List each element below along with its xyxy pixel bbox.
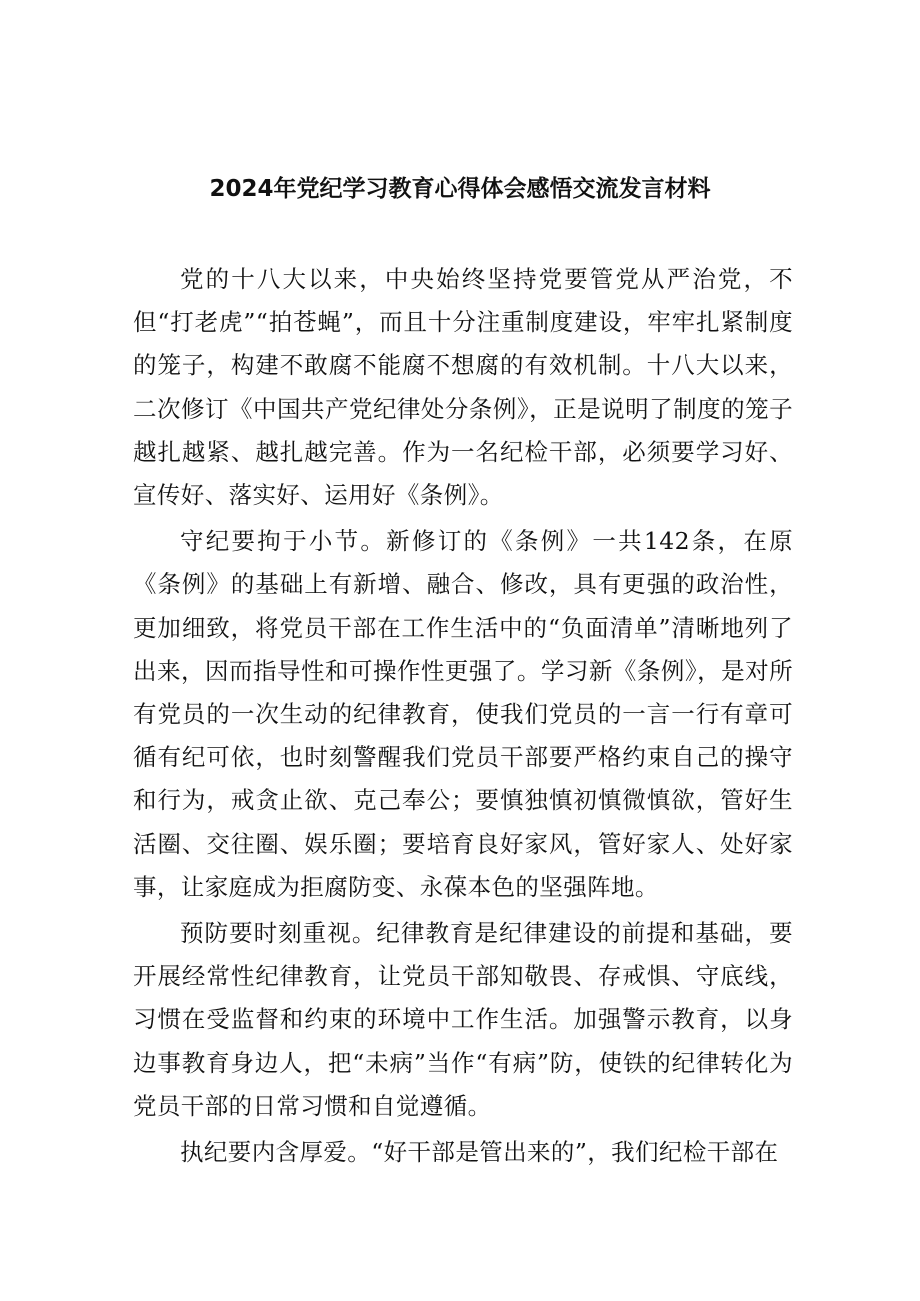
paragraph-4: 执纪要内含厚爱。“好干部是管出来的”，我们纪检干部在	[180, 1138, 779, 1167]
paragraph-1: 党的十八大以来，中央始终坚持党要管党从严治党，不但“打老虎”“拍苍蝇”，而且十分注重制度建设，牢牢扎紧制度的笼子，构建不敢腐不能腐不想腐的有效机制。十八大以来，二次修订《中国共产党纪律处分条例》，正是说明了制度的笼子越扎越紧、越扎越完善。作为一名纪检干部，必须要学习好、宣传好、落实好、运用好《条例》。	[133, 265, 793, 510]
document-body	[133, 258, 793, 1177]
paragraph-2: 守纪要拘于小节。新修订的《条例》一共142条，在原《条例》的基础上有新增、融合、修改，具有更强的政治性，更加细致，将党员干部在工作生活中的“负面清单”清晰地列了出来，因而指导性和可操作性更强了。学习新《条例》，是对所有党员的一次生动的纪律教育，使我们党员的一言一行有章可循有纪可依，也时刻警醒我们党员干部要严格约束自己的操守和行为，戒贪止欲、克己奉公；要慎独慎初慎微慎欲，管好生活圈、交往圈、娱乐圈；要培育良好家风，管好家人、处好家事，让家庭成为拒腐防变、永葆本色的坚强阵地。	[133, 527, 793, 901]
paragraph-3: 预防要时刻重视。纪律教育是纪律建设的前提和基础，要开展经常性纪律教育，让党员干部知敬畏、存戒惧、守底线，习惯在受监督和约束的环境中工作生活。加强警示教育，以身边事教育身边人，把“未病”当作“有病”防，使铁的纪律转化为党员干部的日常习惯和自觉遵循。	[133, 919, 793, 1120]
document-title: 2024年党纪学习教育心得体会感悟交流发言材料	[209, 176, 711, 202]
